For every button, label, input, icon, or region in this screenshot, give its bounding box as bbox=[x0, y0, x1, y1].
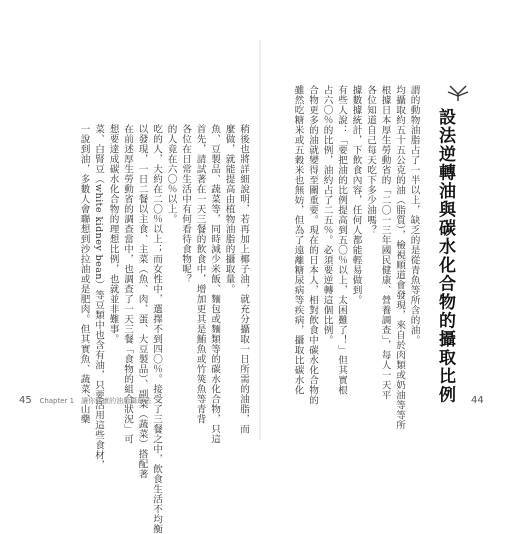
left-page-body-text bbox=[76, 124, 250, 534]
right-paragraph: 各位知道自己每天吃下多少油嗎？ bbox=[365, 85, 376, 235]
left-paragraph: 各位在日常生活中有何看待食物呢？ bbox=[180, 124, 191, 284]
right-paragraph: 合物更多的油就變得至關重要。現在的日本人，相對飲食中碳水化合物的 bbox=[307, 85, 318, 405]
left-paragraph: 稍後也將詳細說明，若再加上椰子油，就充分攝取一日所需的油脂，而 bbox=[238, 124, 249, 434]
title-ornament-icon bbox=[447, 84, 469, 102]
right-paragraph: 謂的動物油脂占了一半以上，缺乏的是從青魚等所含的油。 bbox=[408, 85, 420, 345]
right-paragraph: 占六〇％的比例，油約占了二五％。必須要逆轉這個比例。 bbox=[321, 85, 333, 345]
left-paragraph: 首先，請試著在一天三餐的飲食中，增加更其是鮪魚或竹筴魚等青背 bbox=[194, 124, 206, 424]
left-paragraph: 以發現，一日二餐以主食、主菜（魚、肉、蛋、大豆製品）、副菜（蔬菜）搭配著 bbox=[136, 124, 148, 480]
left-running-head: Chapter 1 讓你健康的油脂攝取法 bbox=[39, 397, 152, 405]
left-paragraph: 在前述厚生勞動省的調查當中，也調查了一天三餐「食物的組合狀況」可 bbox=[122, 124, 133, 444]
right-page-body-text bbox=[290, 85, 421, 430]
left-paragraph: 菜、白腎豆（white kidney bean）等豆類中也含有油，只要活用這些食材， bbox=[93, 124, 104, 470]
right-paragraph: 雖然吃糖米或五穀米也無妨，但為了遠離糖尿病等疾病，攝取比碳水化 bbox=[292, 85, 304, 395]
right-paragraph: 均攝取約五十五公克的油（脂質），檢視順道會發現，來自於肉類或奶油等等所 bbox=[394, 85, 405, 431]
right-page-number: 44 bbox=[471, 395, 484, 406]
left-page-folio bbox=[19, 395, 151, 406]
page-gutter bbox=[259, 40, 261, 440]
right-paragraph: 據數據統計，下飲食內容，任何人都能輕易做到。 bbox=[350, 85, 362, 305]
section-title: 設法逆轉油與碳水化合物的攝取比例 bbox=[435, 108, 455, 404]
left-paragraph: 的人竟在六〇％以上。 bbox=[165, 124, 177, 224]
left-page-number: 45 bbox=[19, 395, 32, 406]
left-paragraph: 麼做，就能提高由植物油脂的攝取量。 bbox=[223, 124, 235, 294]
right-paragraph: 有些人說：「要把油的比例提高到五〇％以上，太困難了！」但其實根 bbox=[336, 85, 347, 395]
left-paragraph: 魚、豆製品、蔬菜等，同時減少米飯、麵包或麵類等的碳水化合物，只這 bbox=[209, 124, 220, 444]
right-paragraph: 根據日本厚生勞動省的「二〇一三年國民健康、營養調查」，每人一天平 bbox=[379, 85, 391, 401]
left-paragraph: 吃的人，大約在二〇％以上；而女性中，選擇不到四〇％。接受了三餐之中，飲食生活不均衡 bbox=[151, 124, 162, 534]
left-paragraph: 一說到油，多數人會聯想到沙拉油或是肥肉。但其實魚、蔬菜、山藥 bbox=[78, 124, 90, 424]
left-paragraph: 想要達成碳水化合物的理想比例，也就並非難事。 bbox=[107, 124, 119, 344]
